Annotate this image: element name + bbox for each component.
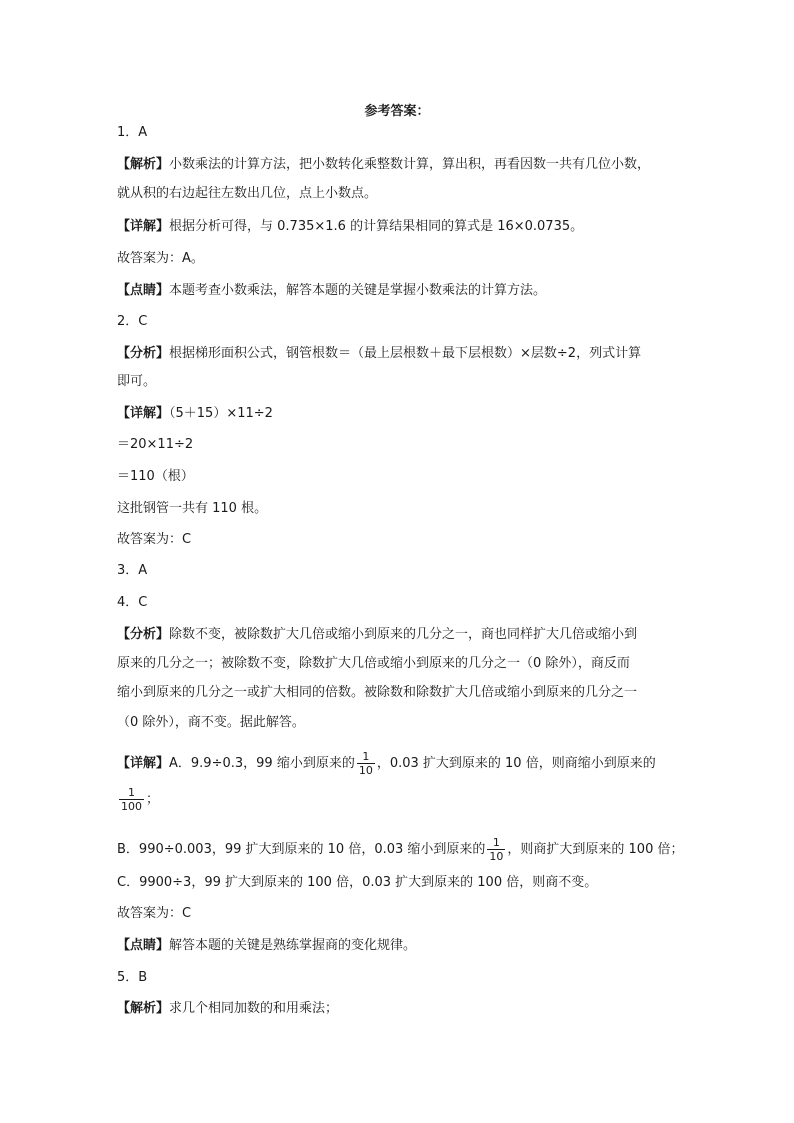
q4-detail-c: C．9900÷3，99 扩大到原来的 100 倍，0.03 扩大到原来的 100 倍，则商不变。 xyxy=(117,875,598,890)
q2-analysis-line-1 xyxy=(117,345,641,363)
q1-conclusion: 故答案为：A。 xyxy=(117,251,204,266)
fraction-one-hundredth xyxy=(119,786,144,813)
q4-comment xyxy=(117,937,416,955)
q4-analysis-line-1 xyxy=(117,626,637,644)
q1-answer: 1．A xyxy=(117,125,148,140)
comment-text: 解答本题的关键是熟练掌握商的变化规律。 xyxy=(169,938,417,953)
detail-text: （5＋15）×11÷2 xyxy=(169,406,273,421)
q1-detail xyxy=(117,218,583,236)
q4-analysis-line-4: （0 除外），商不变。据此解答。 xyxy=(117,715,305,730)
q4-detail-b xyxy=(117,836,683,863)
detail-b-pre: B．990÷0.003，99 扩大到原来的 10 倍，0.03 缩小到原来的 xyxy=(117,842,486,857)
detail-tag: 【详解】 xyxy=(117,756,170,771)
analysis-tag: 【解析】 xyxy=(117,157,170,172)
q3-answer: 3．A xyxy=(117,563,148,578)
q2-detail-line-1 xyxy=(117,405,273,423)
q4-detail-a xyxy=(117,750,656,777)
q2-detail-line-4: 这批钢管一共有 110 根。 xyxy=(117,501,268,516)
q2-analysis-line-2: 即可。 xyxy=(117,374,157,389)
q1-analysis-line-2: 就从积的右边起往左数出几位，点上小数点。 xyxy=(117,186,378,201)
fraction-denominator: 10 xyxy=(489,850,504,863)
q1-analysis-line-1 xyxy=(117,156,650,174)
detail-a-mid: ，0.03 扩大到原来的 10 倍，则商缩小到原来的 xyxy=(376,756,656,771)
fraction-one-tenth xyxy=(487,836,505,863)
analysis-text: 小数乘法的计算方法，把小数转化乘整数计算，算出积，再看因数一共有几位小数， xyxy=(169,157,651,172)
q4-analysis-line-3: 缩小到原来的几分之一或扩大相同的倍数。被除数和除数扩大几倍或缩小到原来的几分之一 xyxy=(117,685,638,700)
detail-a-pre: A．9.9÷0.3，99 缩小到原来的 xyxy=(169,756,355,771)
q4-conclusion: 故答案为：C xyxy=(117,906,192,921)
q4-detail-a-cont xyxy=(117,786,159,813)
analysis-text: 根据梯形面积公式，钢管根数＝（最上层根数＋最下层根数）×层数÷2，列式计算 xyxy=(169,346,642,361)
comment-tag: 【点睛】 xyxy=(117,283,170,298)
q2-detail-line-3: ＝110（根） xyxy=(117,469,194,484)
q5-answer: 5．B xyxy=(117,970,148,985)
fraction-one-tenth xyxy=(357,750,375,777)
q2-answer: 2．C xyxy=(117,314,148,329)
q5-analysis-line-1 xyxy=(117,1000,338,1018)
analysis-tag: 【分析】 xyxy=(117,346,170,361)
q4-analysis-line-2: 原来的几分之一；被除数不变，除数扩大几倍或缩小到原来的几分之一（0 除外），商反而 xyxy=(117,656,630,671)
detail-text: 根据分析可得，与 0.735×1.6 的计算结果相同的算式是 16×0.0735。 xyxy=(169,219,584,234)
comment-text: 本题考查小数乘法，解答本题的关键是掌握小数乘法的计算方法。 xyxy=(169,283,547,298)
detail-a-end: ； xyxy=(146,792,160,807)
q1-comment xyxy=(117,282,546,300)
comment-tag: 【点睛】 xyxy=(117,938,170,953)
fraction-numerator: 1 xyxy=(492,836,500,849)
q2-conclusion: 故答案为：C xyxy=(117,532,192,547)
page-title: 参考答案： xyxy=(364,104,430,119)
fraction-denominator: 10 xyxy=(358,764,373,777)
detail-tag: 【详解】 xyxy=(117,406,170,421)
analysis-text: 求几个相同加数的和用乘法； xyxy=(169,1001,339,1016)
fraction-numerator: 1 xyxy=(362,750,370,763)
q4-answer: 4．C xyxy=(117,595,148,610)
q2-detail-line-2: ＝20×11÷2 xyxy=(117,437,194,452)
analysis-tag: 【分析】 xyxy=(117,627,170,642)
analysis-tag: 【解析】 xyxy=(117,1001,170,1016)
fraction-denominator: 100 xyxy=(121,800,142,813)
analysis-text: 除数不变，被除数扩大几倍或缩小到原来的几分之一，商也同样扩大几倍或缩小到 xyxy=(169,627,638,642)
detail-b-end: ，则商扩大到原来的 100 倍； xyxy=(507,842,684,857)
fraction-numerator: 1 xyxy=(128,786,135,799)
detail-tag: 【详解】 xyxy=(117,219,170,234)
